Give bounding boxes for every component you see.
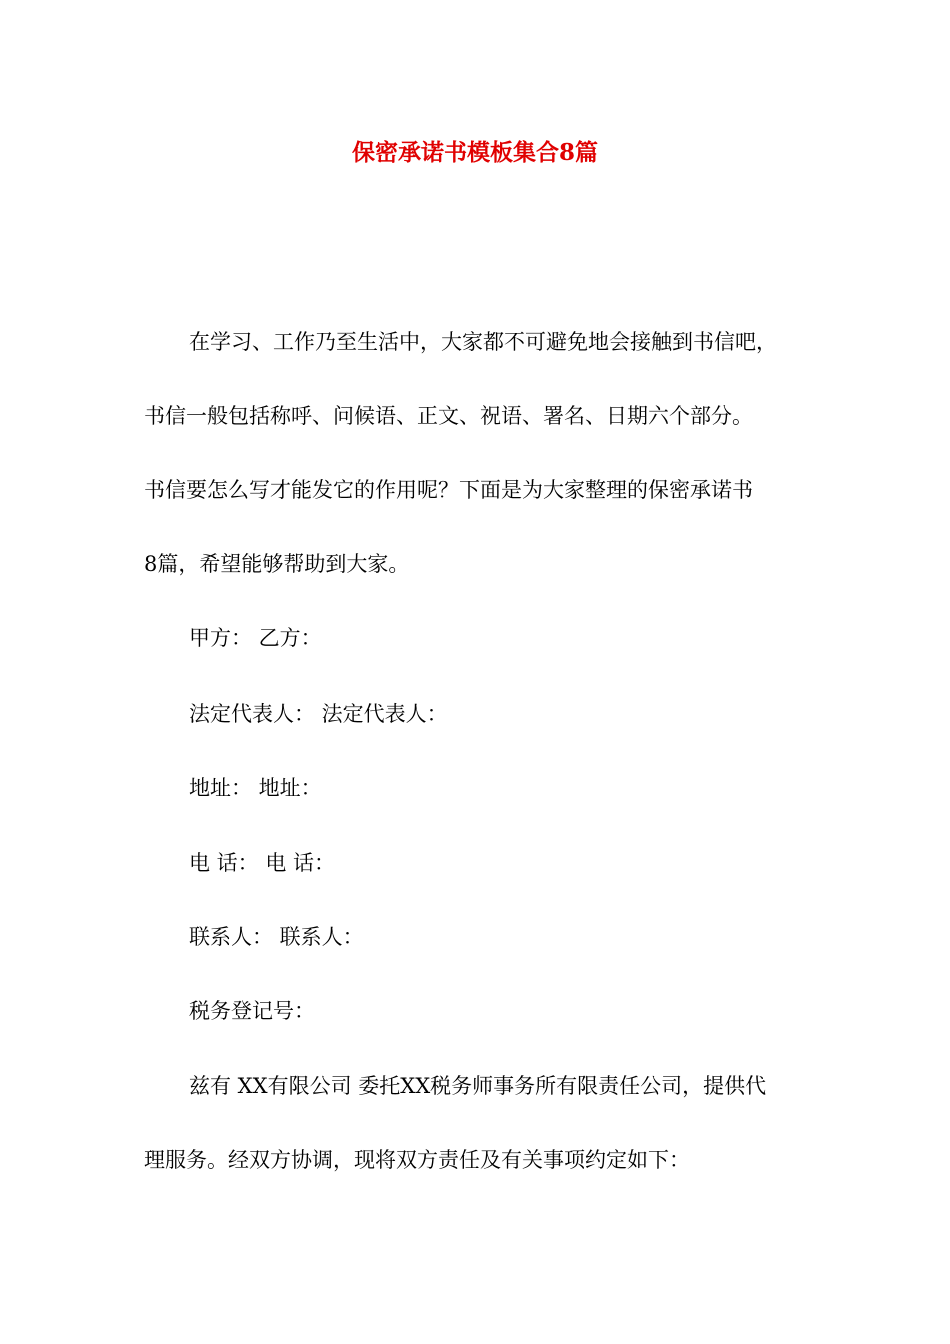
body-line-2: 理服务。经双方协调，现将双方责任及有关事项约定如下： bbox=[144, 1148, 690, 1172]
intro-line-2: 书信一般包括称呼、问候语、正文、祝语、署名、日期六个部分。 bbox=[144, 404, 753, 428]
field-tax-id: 税务登记号： bbox=[189, 999, 315, 1023]
intro-line-4: 8篇，希望能够帮助到大家。 bbox=[144, 552, 410, 576]
document-title: 保密承诺书模板集合8篇 bbox=[351, 139, 598, 166]
field-parties: 甲方： 乙方： bbox=[189, 626, 322, 650]
field-contact: 联系人： 联系人： bbox=[189, 925, 364, 949]
intro-line-1: 在学习、工作乃至生活中，大家都不可避免地会接触到书信吧， bbox=[189, 330, 777, 354]
intro-line-3: 书信要怎么写才能发它的作用呢？下面是为大家整理的保密承诺书 bbox=[144, 478, 753, 502]
field-phone: 电 话： 电 话： bbox=[189, 851, 336, 875]
field-address: 地址： 地址： bbox=[189, 776, 322, 800]
body-line-1: 兹有 XX有限公司 委托XX税务师事务所有限责任公司，提供代 bbox=[189, 1074, 767, 1098]
field-legal-representative: 法定代表人： 法定代表人： bbox=[189, 702, 448, 726]
